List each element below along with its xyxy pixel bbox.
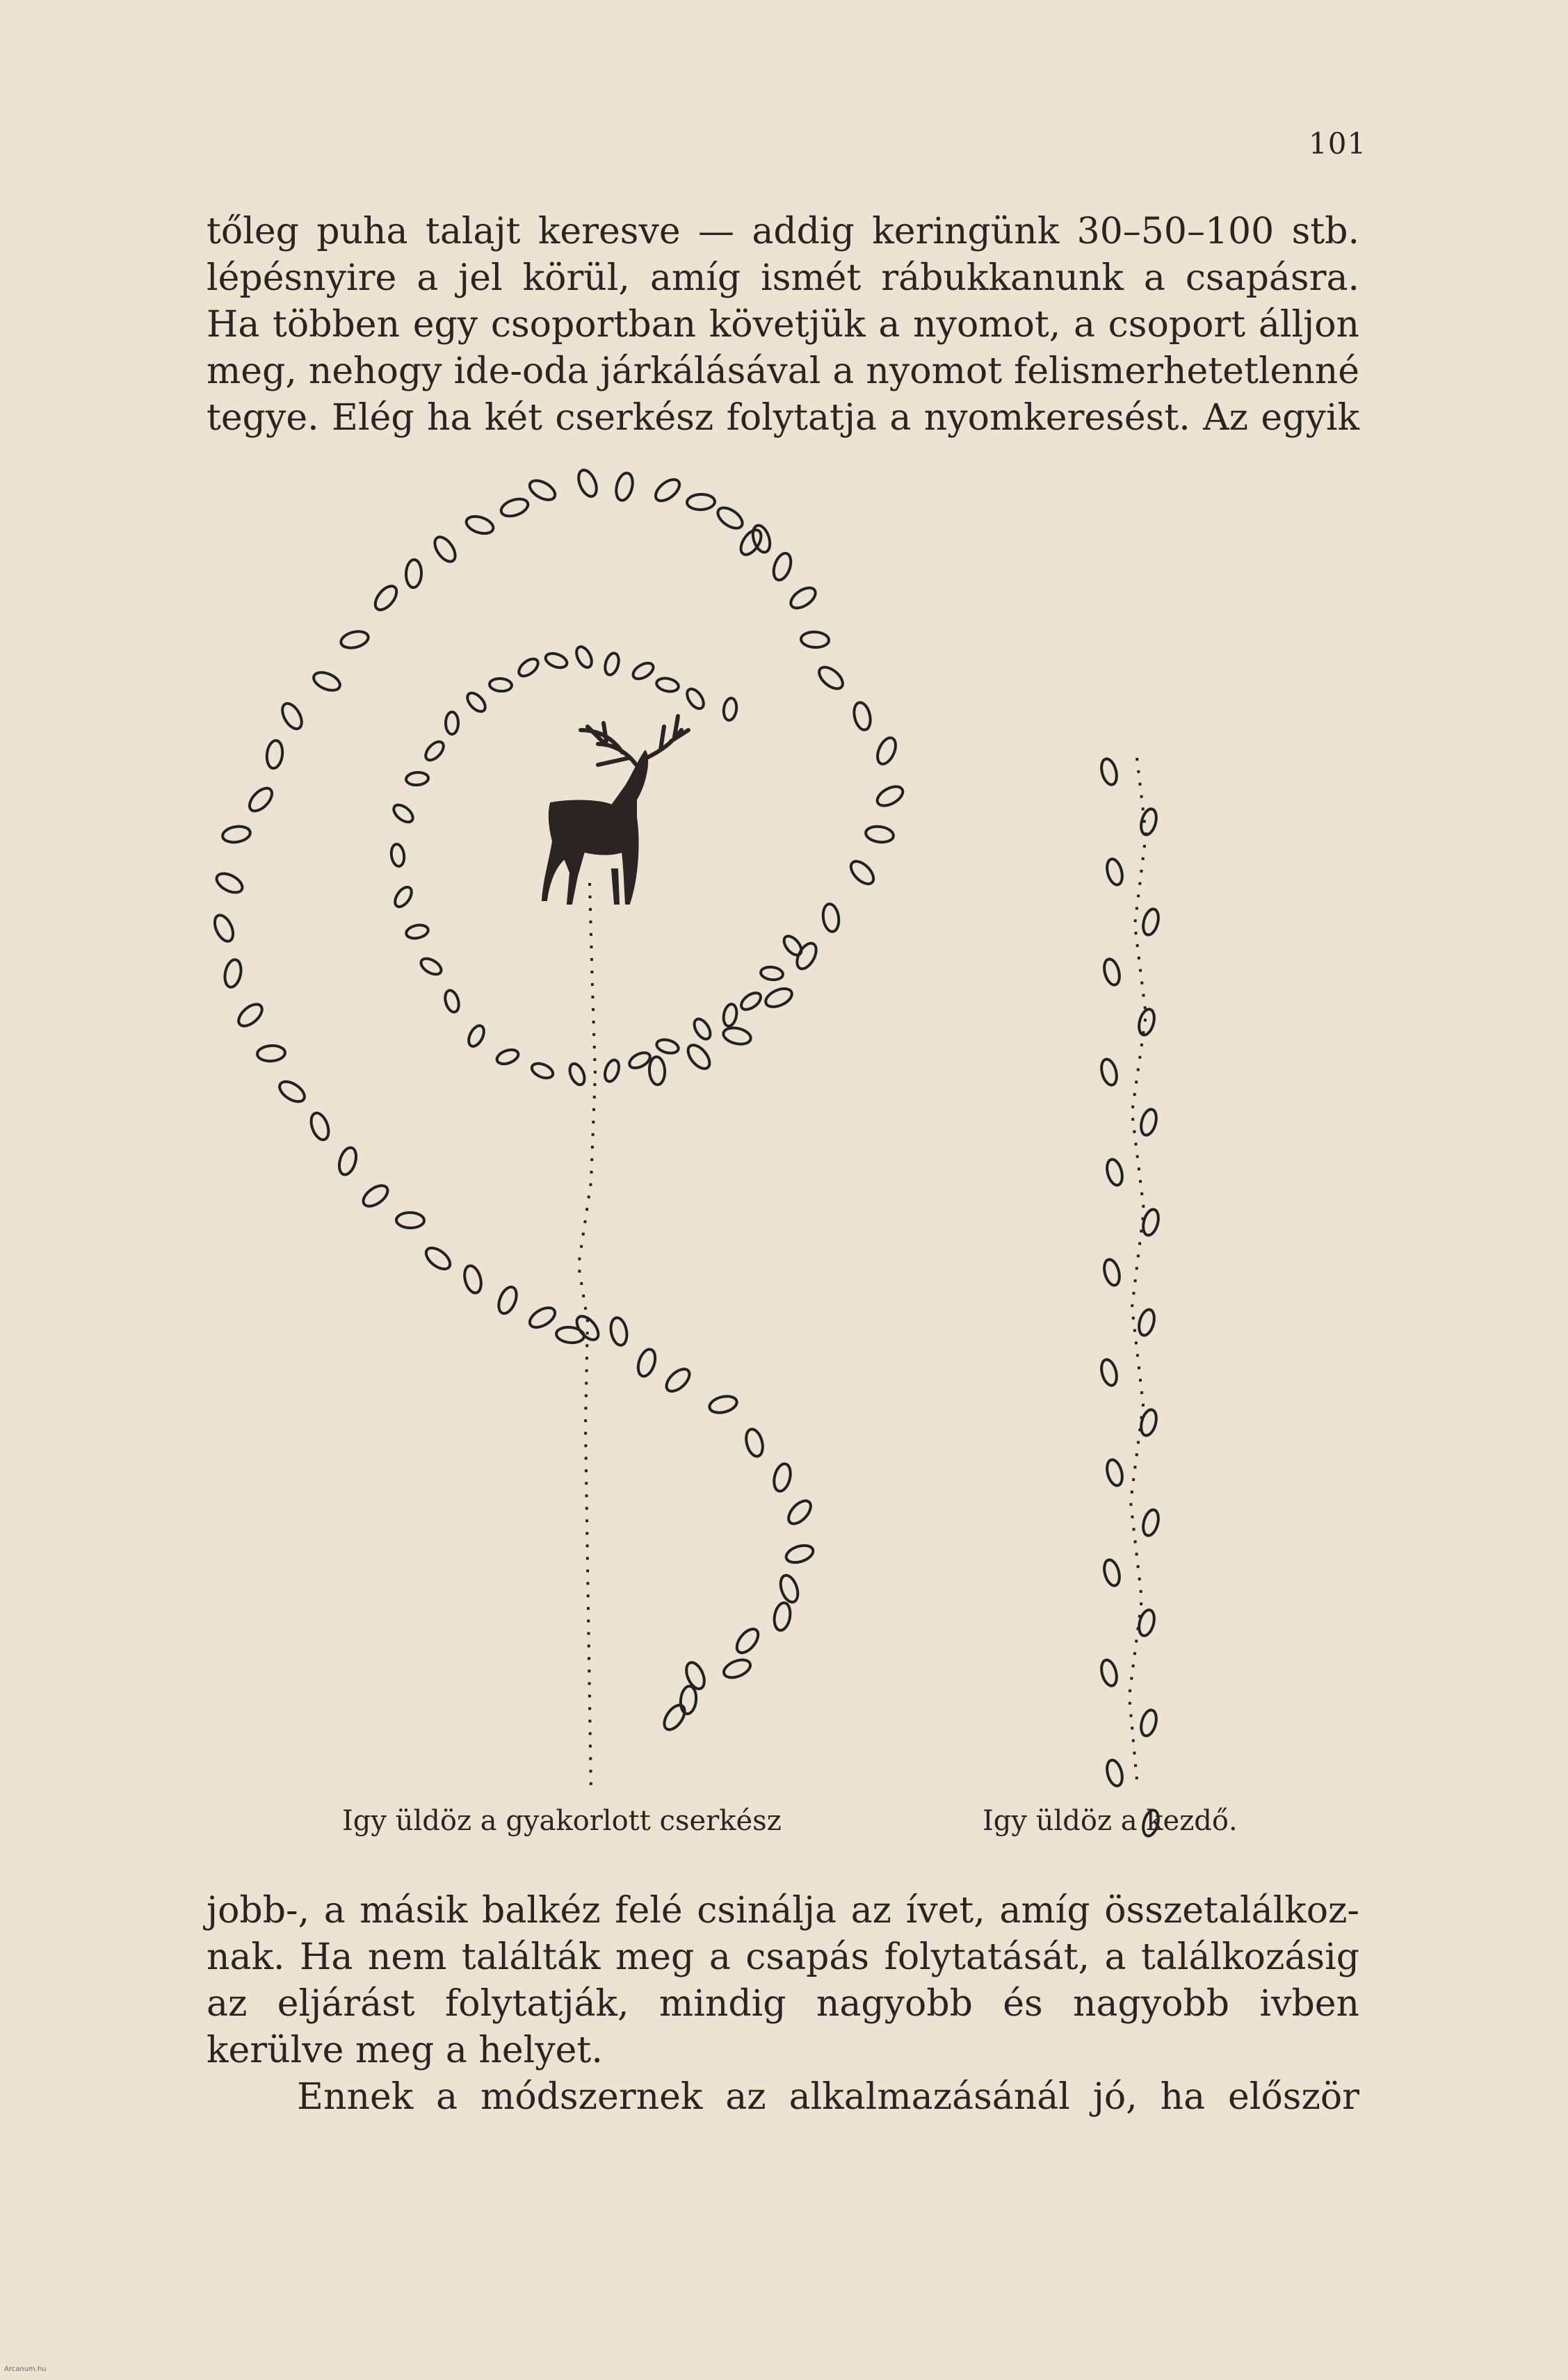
footprint-icon bbox=[721, 1656, 752, 1681]
footprint-icon bbox=[405, 560, 421, 588]
footprint-icon bbox=[635, 1347, 658, 1379]
footprint-icon bbox=[603, 651, 621, 677]
footprint-icon bbox=[222, 825, 252, 844]
text-line: meg, nehogy ide-oda járkálásával a nyomot felismerhetetlenné bbox=[207, 350, 1359, 392]
footprint-icon bbox=[787, 584, 818, 613]
footprint-icon bbox=[574, 645, 595, 670]
footprint-icon bbox=[760, 966, 784, 981]
footprint-icon bbox=[1099, 1658, 1119, 1687]
footprint-icon bbox=[733, 1626, 762, 1657]
text-line: Ha többen egy csoportban követjük a nyomot, a csoport álljon bbox=[207, 304, 1359, 346]
footprint-icon bbox=[257, 1045, 285, 1062]
footprint-icon bbox=[235, 1001, 266, 1030]
footprint-icon bbox=[464, 513, 496, 536]
footprint-icon bbox=[743, 1427, 766, 1458]
footprint-icon bbox=[1104, 1758, 1124, 1788]
footprint-icon bbox=[652, 476, 684, 505]
text-line: tegye. Elég ha két cserkész folytatja a nyomkeresést. Az egyik bbox=[207, 397, 1359, 439]
footprint-icon bbox=[784, 1542, 816, 1565]
footprint-icon bbox=[466, 1023, 487, 1049]
footprint-icon bbox=[516, 656, 541, 679]
footprint-icon bbox=[1140, 1208, 1161, 1237]
footprint-icon bbox=[443, 989, 461, 1014]
footprint-icon bbox=[781, 933, 805, 958]
caption-experienced-scout: Igy üldöz a gyakorlott cserkész bbox=[342, 1805, 782, 1837]
footprint-tracks bbox=[211, 467, 1161, 1838]
footprint-icon bbox=[245, 784, 276, 815]
text-line: jobb-, a másik balkéz felé csinálja az ívet, amíg összetalálkoz- bbox=[207, 1890, 1359, 1932]
footprint-icon bbox=[1140, 1508, 1161, 1537]
footprint-icon bbox=[575, 467, 600, 499]
footprint-icon bbox=[1104, 1458, 1124, 1487]
footprint-icon bbox=[722, 1003, 738, 1028]
bottom-paragraph bbox=[207, 1888, 1359, 2121]
footprint-icon bbox=[308, 1110, 332, 1142]
footprint-icon bbox=[1136, 1308, 1156, 1337]
footprint-icon bbox=[396, 1213, 424, 1229]
footprint-icon bbox=[276, 1078, 308, 1106]
footprint-icon bbox=[687, 494, 716, 510]
footprint-icon bbox=[462, 1264, 484, 1295]
footprint-icon bbox=[770, 551, 794, 583]
footprint-icon bbox=[567, 1062, 587, 1087]
footprint-icon bbox=[489, 678, 512, 692]
footprint-icon bbox=[1104, 1158, 1124, 1187]
footprint-icon bbox=[495, 1047, 520, 1067]
footprint-icon bbox=[1138, 807, 1158, 836]
footprint-icon bbox=[1101, 957, 1122, 987]
footprint-icon bbox=[405, 772, 428, 786]
footprint-icon bbox=[714, 504, 745, 533]
footprint-icon bbox=[649, 1056, 665, 1085]
text-line: kerülve meg a helyet. bbox=[207, 2030, 603, 2071]
footprint-icon bbox=[337, 1146, 359, 1177]
footprint-icon bbox=[763, 985, 794, 1010]
footprint-icon bbox=[821, 903, 840, 933]
footprint-icon bbox=[738, 989, 763, 1012]
footprint-icon bbox=[422, 1244, 453, 1273]
footprint-icon bbox=[1101, 1558, 1122, 1587]
footprint-icon bbox=[847, 857, 878, 888]
footprint-icon bbox=[816, 663, 847, 693]
footprint-icon bbox=[391, 884, 414, 910]
footprint-icon bbox=[446, 712, 458, 734]
footprint-icon bbox=[405, 923, 429, 940]
footprint-icon bbox=[544, 651, 569, 670]
footprint-icon bbox=[874, 783, 906, 810]
footprint-icon bbox=[1138, 1708, 1158, 1738]
footprint-icon bbox=[679, 1685, 697, 1715]
footprint-icon bbox=[722, 697, 738, 721]
footprint-icon bbox=[655, 677, 679, 693]
footprint-icon bbox=[777, 1573, 801, 1605]
footprint-icon bbox=[852, 701, 873, 731]
deer-icon bbox=[542, 716, 688, 904]
footprint-icon bbox=[526, 476, 558, 503]
caption-beginner: Igy üldöz a kezdő. bbox=[983, 1805, 1238, 1837]
footprint-icon bbox=[495, 1284, 519, 1316]
dotted-trail-beginner bbox=[1129, 758, 1146, 1780]
footprint-icon bbox=[865, 825, 895, 843]
footprint-icon bbox=[464, 690, 489, 715]
footprint-icon bbox=[684, 686, 706, 712]
footprint-icon bbox=[1101, 1258, 1122, 1287]
footprint-icon bbox=[1104, 857, 1124, 887]
footprint-icon bbox=[771, 1462, 793, 1493]
footprint-icon bbox=[339, 629, 370, 650]
footprint-icon bbox=[1099, 1358, 1119, 1387]
footprint-icon bbox=[526, 1304, 558, 1331]
footprint-icon bbox=[631, 660, 656, 682]
footprint-icon bbox=[423, 738, 447, 763]
footprint-icon bbox=[1138, 1108, 1158, 1137]
footprint-icon bbox=[530, 1060, 555, 1080]
footprint-icon bbox=[1099, 1058, 1119, 1087]
text-line: nak. Ha nem találták meg a csapás folytatását, a találkozásig bbox=[207, 1936, 1359, 1978]
next-paragraph-start: Ennek a módszernek az alkalmazásánál jó, ha először bbox=[297, 2076, 1359, 2118]
footprint-icon bbox=[211, 912, 237, 944]
footprint-icon bbox=[608, 1316, 629, 1346]
text-line: tőleg puha talajt keresve — addig keringünk 30–50–100 stb. bbox=[207, 211, 1359, 252]
footprint-icon bbox=[556, 1326, 585, 1344]
page-number: 101 bbox=[1309, 127, 1367, 161]
footprint-icon bbox=[311, 669, 342, 694]
footprint-icon bbox=[391, 802, 416, 825]
footprint-icon bbox=[213, 870, 245, 896]
footprint-icon bbox=[499, 496, 531, 519]
footprint-icon bbox=[223, 958, 243, 989]
footprint-icon bbox=[1136, 1608, 1156, 1637]
footprint-icon bbox=[691, 1017, 713, 1042]
footprint-icon bbox=[655, 1037, 680, 1055]
text-line: az eljárást folytatják, mindig nagyobb és nagyobb ivben bbox=[207, 1983, 1359, 2025]
footprint-icon bbox=[419, 955, 444, 978]
footprint-icon bbox=[390, 843, 405, 867]
footprint-icon bbox=[359, 1181, 391, 1210]
footprint-icon bbox=[661, 1701, 689, 1733]
footprint-icon bbox=[684, 1042, 714, 1073]
footprint-icon bbox=[1099, 757, 1119, 786]
footprint-icon bbox=[1136, 1007, 1156, 1037]
watermark-text: Arcanum.hu bbox=[4, 2365, 47, 2373]
footprint-icon bbox=[800, 631, 829, 648]
footprint-icon bbox=[278, 700, 305, 732]
dotted-trail-lines bbox=[579, 758, 1146, 1794]
footprint-icon bbox=[1140, 907, 1161, 937]
footprint-icon bbox=[722, 1026, 752, 1046]
footprint-icon bbox=[737, 526, 766, 558]
footprint-icon bbox=[573, 1313, 603, 1344]
footprint-icon bbox=[784, 1497, 814, 1528]
text-line: lépésnyire a jel körül, amíg ismét rábukkanunk a csapásra. bbox=[207, 257, 1359, 299]
footprint-icon bbox=[371, 583, 401, 614]
footprint-icon bbox=[602, 1058, 621, 1083]
footprint-icon bbox=[431, 533, 460, 565]
footprint-icon bbox=[613, 471, 635, 502]
footprint-icon bbox=[874, 735, 899, 766]
footprint-icon bbox=[663, 1365, 693, 1395]
footprint-icon bbox=[266, 740, 284, 769]
footprint-icon bbox=[708, 1393, 738, 1415]
footprint-icon bbox=[773, 1601, 793, 1631]
footprint-icon bbox=[1138, 1408, 1158, 1437]
